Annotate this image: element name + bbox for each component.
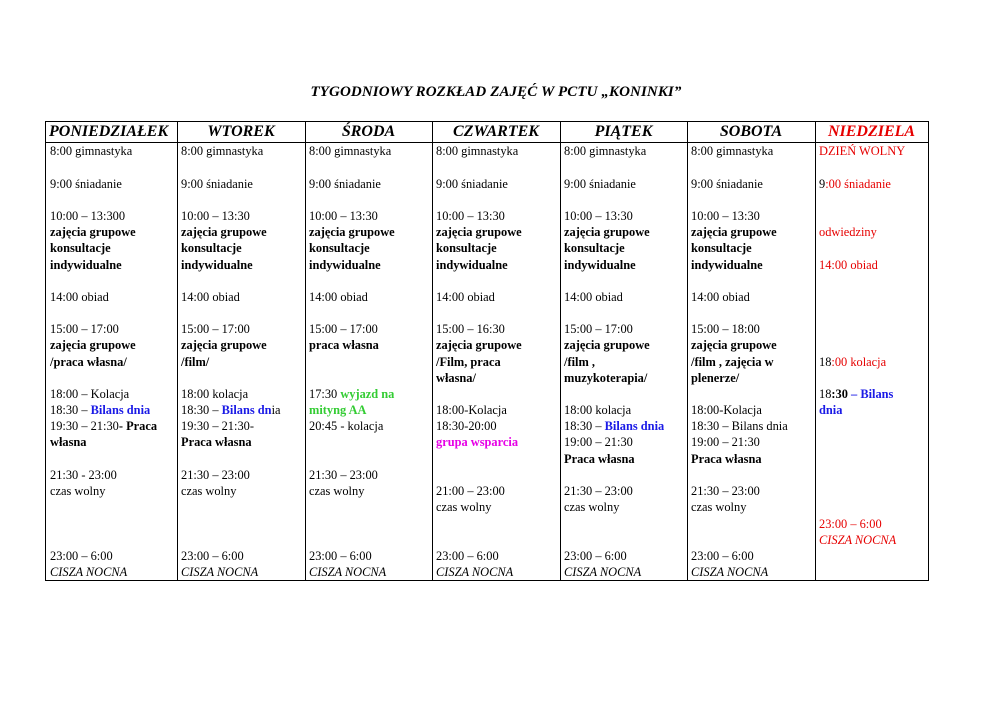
trip-time: 17:30	[309, 387, 341, 401]
evening-time: 19:30 – 21:30	[50, 419, 119, 433]
morning-time: 10:00 – 13:30	[691, 209, 760, 223]
day-header-saturday: SOBOTA	[719, 123, 783, 140]
day-off-label: DZIEŃ WOLNY	[819, 144, 906, 158]
breakfast-entry: 9:00 śniadanie	[436, 177, 508, 191]
trip-label: mityng AA	[309, 403, 367, 417]
night-time: 23:00 – 6:00	[564, 549, 627, 563]
afternoon-time: 15:00 – 17:00	[564, 322, 633, 336]
bilans-label: Bilans dn	[221, 403, 272, 417]
afternoon-activity: zajęcia grupowe	[564, 338, 650, 352]
evening-time: 19:00 – 21:30	[691, 435, 760, 449]
breakfast-entry: 9:00 śniadanie	[691, 177, 763, 191]
morning-activity: konsultacje	[436, 241, 497, 255]
night-label: CISZA NOCNA	[181, 565, 259, 579]
gym-entry: 8:00 gimnastyka	[564, 144, 647, 158]
morning-activity: konsultacje	[181, 241, 242, 255]
night-label: CISZA NOCNA	[436, 565, 514, 579]
afternoon-activity: /film ,	[564, 355, 595, 369]
column-sunday	[815, 122, 928, 580]
column-wednesday	[305, 122, 432, 580]
free-time: 21:30 – 23:00	[691, 484, 760, 498]
free-time: 21:30 – 23:00	[564, 484, 633, 498]
supper-label: :00 kolacja	[831, 355, 887, 369]
morning-activity: konsultacje	[50, 241, 111, 255]
afternoon-activity: /Film, praca	[436, 355, 501, 369]
column-tuesday	[177, 122, 305, 580]
breakfast-hour: 9	[819, 177, 826, 191]
lunch-entry: 14:00 obiad	[309, 290, 368, 304]
bilans-label-suffix: ia	[271, 403, 281, 417]
morning-activity: indywidualne	[436, 258, 508, 272]
day-header-wednesday: ŚRODA	[341, 123, 396, 140]
morning-time: 10:00 – 13:30	[564, 209, 633, 223]
afternoon-activity: zajęcia grupowe	[436, 338, 522, 352]
afternoon-activity: /film/	[181, 355, 210, 369]
morning-activity: zajęcia grupowe	[309, 225, 395, 239]
free-label: czas wolny	[436, 500, 492, 514]
bilans-minutes: :30	[831, 387, 848, 401]
free-time: 21:00 – 23:00	[436, 484, 505, 498]
lunch-entry: 14:00 obiad	[181, 290, 240, 304]
gym-entry: 8:00 gimnastyka	[691, 144, 774, 158]
column-friday	[560, 122, 687, 580]
night-label: CISZA NOCNA	[50, 565, 128, 579]
afternoon-activity: zajęcia grupowe	[691, 338, 777, 352]
gym-entry: 8:00 gimnastyka	[50, 144, 133, 158]
night-time: 23:00 – 6:00	[181, 549, 244, 563]
evening-activity: - Praca	[118, 419, 158, 433]
supper-entry: 20:45 - kolacja	[309, 419, 384, 433]
bilans-label: dnia	[819, 403, 843, 417]
afternoon-activity: zajęcia grupowe	[181, 338, 267, 352]
trip-entry	[309, 386, 430, 402]
bilans-label: Bilans dnia	[604, 419, 665, 433]
supper-entry: 18:00 kolacja	[181, 387, 249, 401]
column-monday	[46, 122, 177, 580]
afternoon-activity: muzykoterapia/	[564, 371, 648, 385]
afternoon-time: 15:00 – 18:00	[691, 322, 760, 336]
gym-entry: 8:00 gimnastyka	[436, 144, 519, 158]
morning-activity: indywidualne	[309, 258, 381, 272]
free-time: 21:30 – 23:00	[309, 468, 378, 482]
breakfast-entry: 9:00 śniadanie	[181, 177, 253, 191]
column-saturday	[687, 122, 815, 580]
morning-activity: zajęcia grupowe	[564, 225, 650, 239]
free-time: 21:30 – 23:00	[181, 468, 250, 482]
afternoon-time: 15:00 – 17:00	[309, 322, 378, 336]
supper-hour: 18	[819, 355, 832, 369]
morning-activity: indywidualne	[564, 258, 636, 272]
lunch-entry: 14:00 obiad	[564, 290, 623, 304]
bilans-hour: 18	[819, 387, 832, 401]
bilans-time: 18:30 –	[50, 403, 91, 417]
free-label: czas wolny	[50, 484, 106, 498]
day-header-thursday: CZWARTEK	[453, 123, 539, 140]
night-time: 23:00 – 6:00	[819, 517, 882, 531]
afternoon-activity: /film , zajęcia w	[691, 355, 774, 369]
bilans-entry	[819, 386, 926, 402]
day-header-tuesday: WTOREK	[207, 123, 275, 140]
morning-activity: indywidualne	[691, 258, 763, 272]
bilans-label: Bilans dnia	[90, 403, 151, 417]
breakfast-entry	[819, 176, 926, 192]
gym-entry: 8:00 gimnastyka	[309, 144, 392, 158]
afternoon-activity: praca własna	[309, 338, 379, 352]
column-thursday	[432, 122, 560, 580]
morning-activity: zajęcia grupowe	[691, 225, 777, 239]
lunch-entry: 14:00 obiad	[691, 290, 750, 304]
evening-activity: własna	[50, 435, 87, 449]
bilans-entry	[50, 402, 175, 418]
evening-activity: Praca własna	[691, 452, 762, 466]
lunch-entry: 14:00 obiad	[50, 290, 109, 304]
afternoon-time: 15:00 – 16:30	[436, 322, 505, 336]
night-label: CISZA NOCNA	[819, 533, 897, 547]
breakfast-entry: 9:00 śniadanie	[564, 177, 636, 191]
bilans-time: 18:30 –	[181, 403, 222, 417]
morning-activity: indywidualne	[181, 258, 253, 272]
support-group-label: grupa wsparcia	[436, 435, 519, 449]
morning-activity: konsultacje	[564, 241, 625, 255]
free-label: czas wolny	[564, 500, 620, 514]
afternoon-activity: plenerze/	[691, 371, 740, 385]
evening-time: 19:00 – 21:30	[564, 435, 633, 449]
evening-time: 19:30 – 21:30-	[181, 419, 254, 433]
night-label: CISZA NOCNA	[691, 565, 769, 579]
morning-activity: indywidualne	[50, 258, 122, 272]
free-label: czas wolny	[691, 500, 747, 514]
morning-time: 10:00 – 13:300	[50, 209, 126, 223]
afternoon-activity: zajęcia grupowe	[50, 338, 136, 352]
gym-entry: 8:00 gimnastyka	[181, 144, 264, 158]
bilans-entry: 18:30 – Bilans dnia	[691, 419, 788, 433]
night-label: CISZA NOCNA	[564, 565, 642, 579]
day-header-friday: PIĄTEK	[594, 123, 653, 140]
night-time: 23:00 – 6:00	[691, 549, 754, 563]
breakfast-label: :00 śniadanie	[825, 177, 891, 191]
bilans-entry	[564, 418, 685, 434]
night-time: 23:00 – 6:00	[436, 549, 499, 563]
free-label: czas wolny	[309, 484, 365, 498]
night-label: CISZA NOCNA	[309, 565, 387, 579]
free-label: czas wolny	[181, 484, 237, 498]
supper-entry: 18:00-Kolacja	[436, 403, 507, 417]
day-header-monday: PONIEDZIAŁEK	[49, 123, 169, 140]
day-header-sunday: NIEDZIELA	[827, 123, 916, 140]
afternoon-activity: własna/	[436, 371, 476, 385]
support-group-time: 18:30-20:00	[436, 419, 497, 433]
afternoon-activity: /praca własna/	[50, 355, 127, 369]
night-time: 23:00 – 6:00	[50, 549, 113, 563]
evening-activity: Praca własna	[181, 435, 252, 449]
bilans-entry	[181, 402, 303, 418]
supper-entry: 18:00 kolacja	[564, 403, 632, 417]
supper-entry: 18:00-Kolacja	[691, 403, 762, 417]
breakfast-entry: 9:00 śniadanie	[309, 177, 381, 191]
morning-time: 10:00 – 13:30	[309, 209, 378, 223]
bilans-label: – Bilans	[847, 387, 894, 401]
morning-activity: konsultacje	[691, 241, 752, 255]
morning-activity: zajęcia grupowe	[50, 225, 136, 239]
morning-activity: zajęcia grupowe	[436, 225, 522, 239]
free-time: 21:30 - 23:00	[50, 468, 117, 482]
morning-time: 10:00 – 13:30	[436, 209, 505, 223]
evening-activity: Praca własna	[564, 452, 635, 466]
afternoon-time: 15:00 – 17:00	[50, 322, 119, 336]
supper-entry	[819, 354, 926, 370]
bilans-time: 18:30 –	[564, 419, 605, 433]
schedule-table	[45, 121, 929, 581]
trip-label: wyjazd na	[340, 387, 395, 401]
morning-activity: konsultacje	[309, 241, 370, 255]
afternoon-time: 15:00 – 17:00	[181, 322, 250, 336]
lunch-entry: 14:00 obiad	[819, 258, 878, 272]
morning-time: 10:00 – 13:30	[181, 209, 250, 223]
visits-label: odwiedziny	[819, 225, 877, 239]
morning-activity: zajęcia grupowe	[181, 225, 267, 239]
breakfast-entry: 9:00 śniadanie	[50, 177, 122, 191]
evening-entry	[50, 418, 175, 434]
supper-entry: 18:00 – Kolacja	[50, 387, 130, 401]
lunch-entry: 14:00 obiad	[436, 290, 495, 304]
night-time: 23:00 – 6:00	[309, 549, 372, 563]
document-title: TYGODNIOWY ROZKŁAD ZAJĘĆ W PCTU „KONINKI”	[310, 84, 682, 100]
